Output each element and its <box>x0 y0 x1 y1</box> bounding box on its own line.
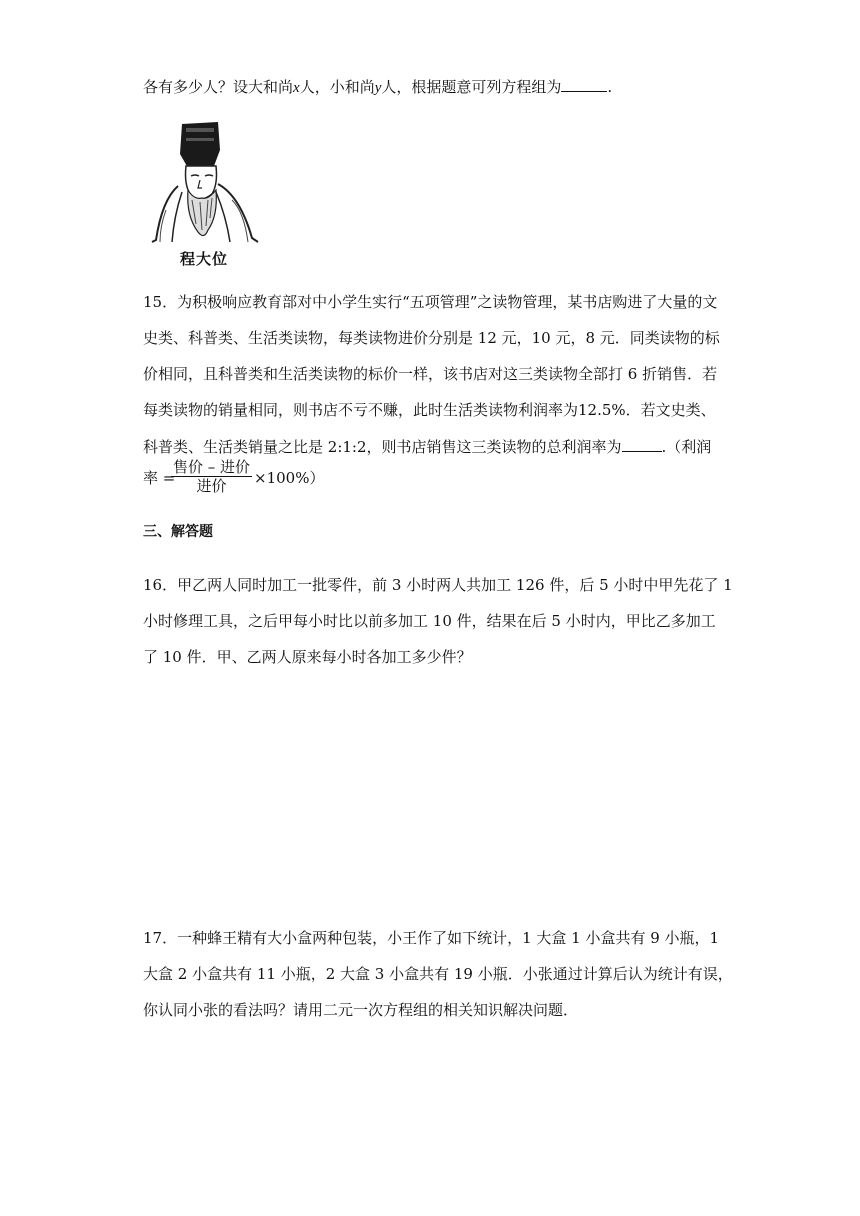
q14-text-mid1: 人，小和尚 <box>299 78 375 96</box>
q17-line-3: 你认同小张的看法吗？请用二元一次方程组的相关知识解决问题． <box>143 1001 579 1019</box>
q15-formula-lhs: 率 = <box>143 469 176 487</box>
q15-line-2: 史类、科普类、生活类读物，每类读物进价分别是 12 元，10 元，8 元．同类读物的标 <box>143 329 720 347</box>
q15-line-1: 15．为积极响应教育部对中小学生实行“五项管理”之读物管理，某书店购进了大量的文 <box>143 293 718 311</box>
q15-line-3: 价相同，且科普类和生活类读物的标价一样，该书店对这三类读物全部打 6 折销售．若 <box>143 365 718 383</box>
q17-line-1: 17．一种蜂王精有大小盒两种包装，小王作了如下统计，1 大盒 1 小盒共有 9 小瓶，1 <box>143 929 720 947</box>
section-heading: 三、解答题 <box>143 524 213 540</box>
q14-var-y: y <box>374 80 382 96</box>
fraction-numerator: 售价 – 进价 <box>173 458 251 476</box>
q14-tail-line <box>143 76 612 98</box>
q14-text-mid2: 人，根据题意可列方程组为 <box>381 78 562 96</box>
fraction-denominator: 进价 <box>196 477 227 495</box>
profit-rate-fraction <box>171 458 252 495</box>
q15-line-5-text: 科普类、生活类销量之比是 2:1:2，则书店销售这三类读物的总利润率为 <box>143 438 622 456</box>
q15-line-5-tail: .（利润 <box>661 438 712 456</box>
q15-line-5 <box>143 436 711 457</box>
q14-text-end: . <box>607 78 613 96</box>
q15-answer-blank[interactable] <box>622 436 662 452</box>
portrait-caption: 程大位 <box>180 250 229 268</box>
q15-line-4: 每类读物的销量相同，则书店不亏不赚，此时生活类读物利润率为12.5%．若文史类、 <box>143 401 716 419</box>
q14-text-prefix: 各有多少人？设大和尚 <box>143 78 294 96</box>
q16-line-3: 了 10 件．甲、乙两人原来每小时各加工多少件？ <box>143 648 472 666</box>
q17-line-2: 大盒 2 小盒共有 11 小瓶，2 大盒 3 小盒共有 19 小瓶．小张通过计算后认为统计有误， <box>143 965 733 983</box>
q16-line-2: 小时修理工具，之后甲每小时比以前多加工 10 件，结果在后 5 小时内，甲比乙多加工 <box>143 612 716 630</box>
q16-line-1: 16．甲乙两人同时加工一批零件，前 3 小时两人共加工 126 件，后 5 小时中甲先花了 1 <box>143 576 733 594</box>
q14-answer-blank[interactable] <box>561 76 607 92</box>
q15-formula-rhs: ×100%） <box>254 469 325 487</box>
q14-var-x: x <box>293 80 300 96</box>
